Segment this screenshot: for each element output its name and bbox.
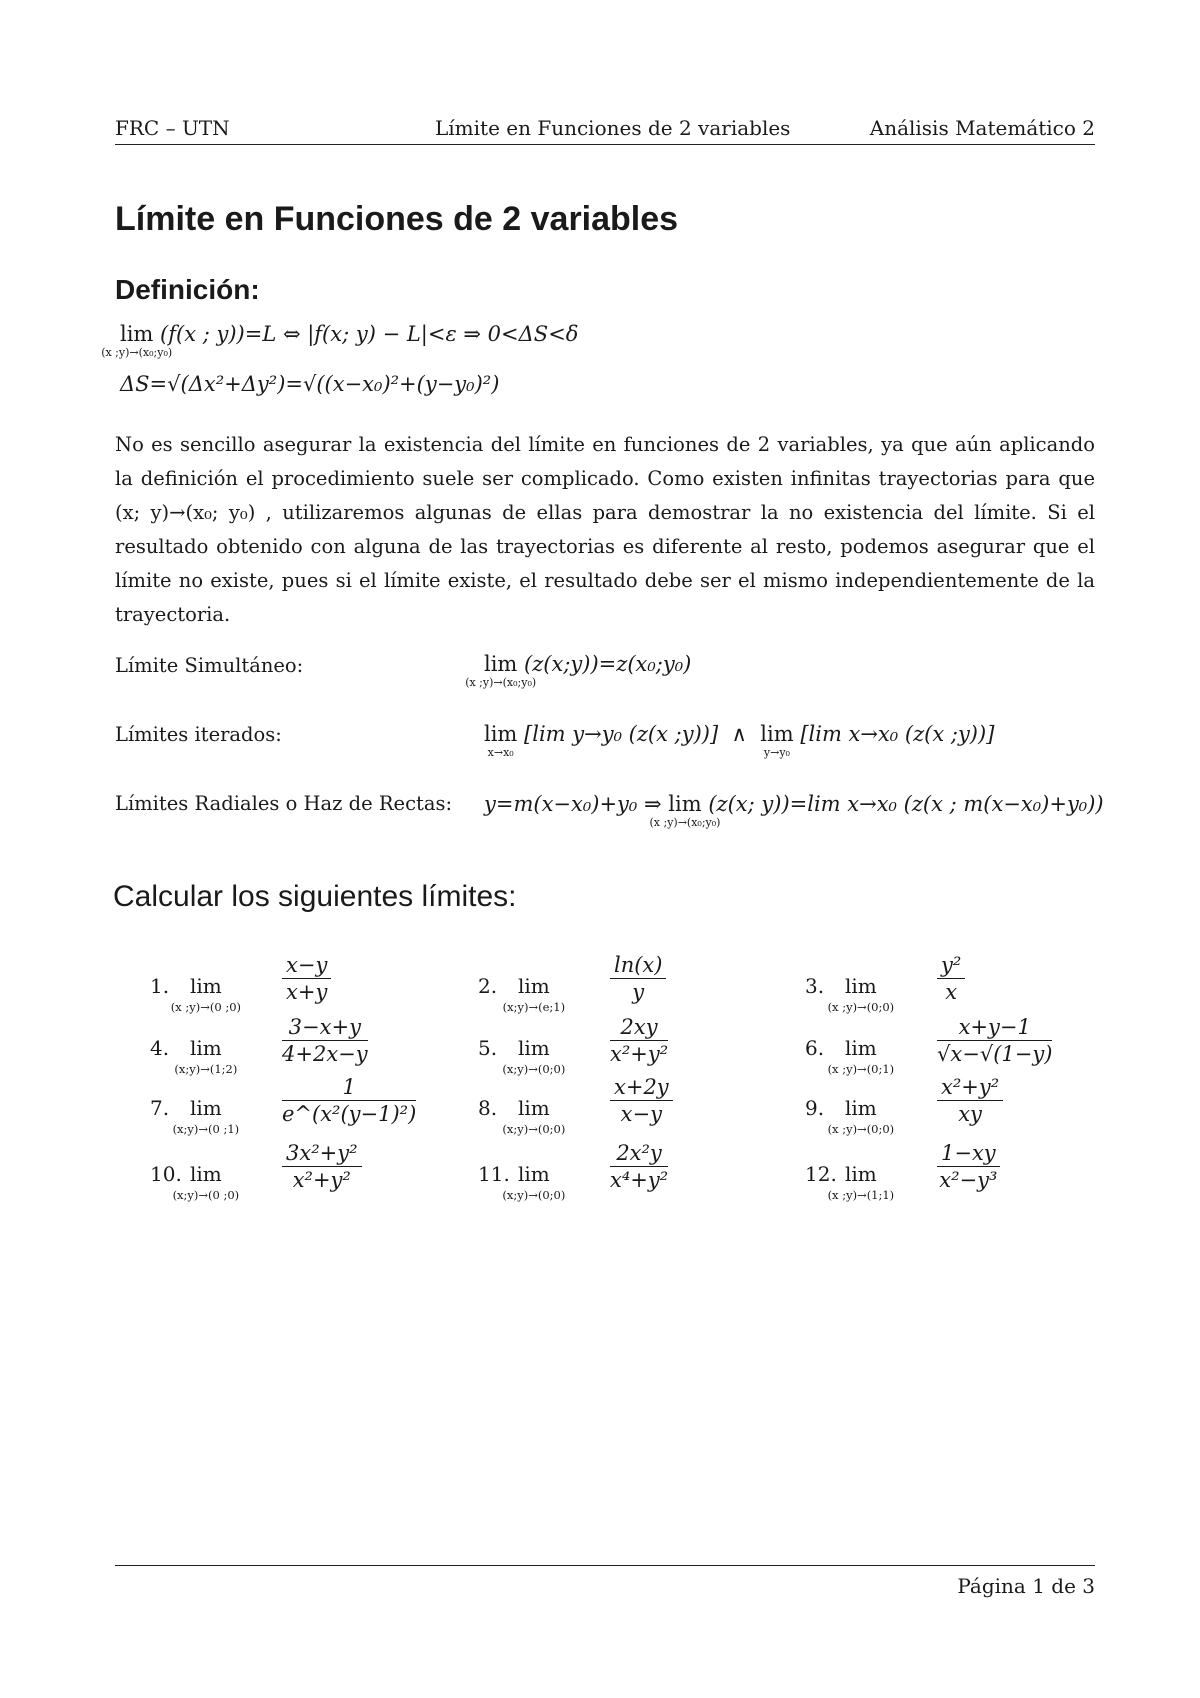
fraction bbox=[937, 1140, 1000, 1193]
header-left: FRC – UTN bbox=[115, 116, 230, 140]
limit-operator bbox=[170, 974, 242, 1014]
limit-subscript: y→y₀ bbox=[763, 746, 790, 759]
limit-operator bbox=[101, 322, 173, 359]
definition-heading: Definición: bbox=[115, 274, 260, 305]
limit-operator bbox=[760, 722, 794, 759]
exercise-number: 9. bbox=[805, 1096, 825, 1120]
fraction-numerator: y² bbox=[937, 952, 965, 979]
limit-subscript: (x;y)→(0;0) bbox=[502, 1188, 566, 1202]
fraction-numerator: 3−x+y bbox=[282, 1014, 368, 1041]
lim-word: lim bbox=[845, 1036, 877, 1060]
lim-word: lim bbox=[668, 792, 702, 816]
fraction-denominator: 4+2x−y bbox=[282, 1042, 368, 1066]
lim-word: lim bbox=[845, 1162, 877, 1186]
page-header bbox=[115, 114, 1095, 145]
exercise-number: 5. bbox=[478, 1036, 498, 1060]
fraction-numerator: ln(x) bbox=[610, 952, 666, 979]
label-limites-iterados: Límites iterados: bbox=[115, 723, 282, 746]
fraction-numerator: 1−xy bbox=[937, 1140, 1000, 1167]
fraction bbox=[610, 1140, 668, 1193]
label-limites-radiales: Límites Radiales o Haz de Rectas: bbox=[115, 792, 453, 815]
limit-operator bbox=[827, 1162, 895, 1202]
limit-subscript: (x;y)→(e;1) bbox=[502, 1000, 566, 1014]
lim-word: lim bbox=[190, 1162, 222, 1186]
equation-body: (f(x ; y))=L ⇔ |f(x; y) − L|<ε ⇒ 0<ΔS<δ bbox=[160, 322, 579, 346]
exercises-heading: Calcular los siguientes límites: bbox=[113, 880, 517, 913]
fraction bbox=[282, 1140, 362, 1193]
fraction bbox=[937, 952, 965, 1005]
limit-operator bbox=[502, 974, 566, 1014]
limit-subscript: (x ;y)→(0;1) bbox=[827, 1062, 895, 1076]
lim-word: lim bbox=[190, 1096, 222, 1120]
exercise-number: 11. bbox=[478, 1162, 510, 1186]
limit-operator bbox=[172, 1162, 240, 1202]
limit-subscript: (x ;y)→(x₀;y₀) bbox=[465, 676, 537, 689]
label-limite-simultaneo: Límite Simultáneo: bbox=[115, 654, 304, 677]
limit-operator bbox=[172, 1096, 240, 1136]
fraction-denominator: x⁴+y² bbox=[610, 1168, 669, 1192]
lim-word: lim bbox=[484, 722, 518, 746]
limit-subscript: (x;y)→(0;0) bbox=[502, 1062, 566, 1076]
limit-subscript: (x ;y)→(1;1) bbox=[827, 1188, 895, 1202]
limit-subscript: (x ;y)→(0;0) bbox=[827, 1122, 895, 1136]
fraction bbox=[282, 952, 331, 1005]
line-equation: y=m(x−x₀)+y₀ ⇒ bbox=[484, 792, 662, 816]
definition-equation-2 bbox=[120, 372, 499, 396]
fraction bbox=[610, 952, 666, 1005]
limit-subscript: (x;y)→(0 ;1) bbox=[172, 1122, 240, 1136]
fraction-denominator: xy bbox=[958, 1102, 982, 1126]
lim-word: lim bbox=[760, 722, 794, 746]
iterated-limit-a: [lim y→y₀ (z(x ;y))] bbox=[524, 722, 719, 746]
lim-word: lim bbox=[484, 652, 518, 676]
lim-word: lim bbox=[845, 974, 877, 998]
exercise-number: 8. bbox=[478, 1096, 498, 1120]
fraction-denominator: √x−√(1−y) bbox=[937, 1042, 1053, 1066]
fraction-numerator: 2x²y bbox=[610, 1140, 668, 1167]
fraction-numerator: x+y−1 bbox=[937, 1014, 1052, 1041]
limit-operator bbox=[465, 652, 537, 689]
lim-word: lim bbox=[518, 1162, 550, 1186]
limit-subscript: (x ;y)→(0 ;0) bbox=[170, 1000, 242, 1014]
fraction-denominator: x²+y² bbox=[610, 1042, 669, 1066]
exercise-number: 10. bbox=[150, 1162, 182, 1186]
limit-subscript: x→x₀ bbox=[487, 746, 514, 759]
fraction bbox=[610, 1074, 673, 1127]
fraction bbox=[610, 1014, 668, 1067]
iterated-limit-b: [lim x→x₀ (z(x ;y))] bbox=[800, 722, 995, 746]
fraction-numerator: 3x²+y² bbox=[282, 1140, 362, 1167]
limit-operator bbox=[484, 722, 518, 759]
explanation-paragraph bbox=[115, 428, 1095, 632]
exercise-number: 4. bbox=[150, 1036, 170, 1060]
fraction-numerator: 1 bbox=[282, 1074, 416, 1101]
limit-operator bbox=[502, 1036, 566, 1076]
fraction-denominator: x²−y³ bbox=[939, 1168, 998, 1192]
and-symbol: ∧ bbox=[731, 722, 747, 746]
fraction-denominator: x+y bbox=[286, 980, 328, 1004]
limit-subscript: (x ;y)→(0;0) bbox=[827, 1000, 895, 1014]
exercise-number: 1. bbox=[150, 974, 170, 998]
fraction-denominator: x−y bbox=[620, 1102, 662, 1126]
exercise-number: 12. bbox=[805, 1162, 837, 1186]
exercise-number: 3. bbox=[805, 974, 825, 998]
fraction-denominator: y bbox=[632, 980, 645, 1004]
limit-operator bbox=[827, 974, 895, 1014]
limit-operator bbox=[827, 1096, 895, 1136]
lim-word: lim bbox=[845, 1096, 877, 1120]
fraction bbox=[282, 1014, 368, 1067]
fraction-denominator: x bbox=[945, 980, 958, 1004]
header-right: Análisis Matemático 2 bbox=[869, 116, 1095, 140]
fraction-denominator: e^(x²(y−1)²) bbox=[282, 1102, 417, 1126]
limit-subscript: (x;y)→(1;2) bbox=[174, 1062, 238, 1076]
limit-operator bbox=[827, 1036, 895, 1076]
radial-limit-expression: (z(x; y))=lim x→x₀ (z(x ; m(x−x₀)+y₀)) bbox=[708, 792, 1104, 816]
lim-word: lim bbox=[518, 1036, 550, 1060]
limit-subscript: (x;y)→(0 ;0) bbox=[172, 1188, 240, 1202]
definition-equation-1 bbox=[101, 322, 579, 359]
limit-operator bbox=[502, 1096, 566, 1136]
equation-limites-radiales bbox=[484, 792, 1104, 829]
lim-word: lim bbox=[190, 974, 222, 998]
fraction-numerator: 2xy bbox=[610, 1014, 668, 1041]
page-number: Página 1 de 3 bbox=[957, 1574, 1095, 1598]
fraction bbox=[937, 1074, 1003, 1127]
fraction-denominator: x²+y² bbox=[292, 1168, 351, 1192]
exercise-number: 2. bbox=[478, 974, 498, 998]
exercise-number: 7. bbox=[150, 1096, 170, 1120]
header-center: Límite en Funciones de 2 variables bbox=[435, 116, 791, 140]
lim-word: lim bbox=[120, 322, 154, 346]
limit-operator bbox=[502, 1162, 566, 1202]
fraction-numerator: x−y bbox=[282, 952, 331, 979]
limit-subscript: (x ;y)→(x₀;y₀) bbox=[649, 816, 721, 829]
exercise-number: 6. bbox=[805, 1036, 825, 1060]
limit-operator bbox=[649, 792, 721, 829]
limit-subscript: (x;y)→(0;0) bbox=[502, 1122, 566, 1136]
fraction-numerator: x²+y² bbox=[937, 1074, 1003, 1101]
page-footer bbox=[115, 1565, 1095, 1598]
lim-word: lim bbox=[518, 1096, 550, 1120]
limit-operator bbox=[174, 1036, 238, 1076]
equation-body: (z(x;y))=z(x₀;y₀) bbox=[524, 652, 692, 676]
lim-word: lim bbox=[190, 1036, 222, 1060]
limit-subscript: (x ;y)→(x₀;y₀) bbox=[101, 346, 173, 359]
fraction bbox=[282, 1074, 416, 1127]
equation-limite-simultaneo bbox=[465, 652, 692, 689]
fraction-numerator: x+2y bbox=[610, 1074, 673, 1101]
delta-s-formula: ΔS=√(Δx²+Δy²)=√((x−x₀)²+(y−y₀)²) bbox=[120, 372, 500, 396]
fraction bbox=[937, 1014, 1052, 1067]
lim-word: lim bbox=[518, 974, 550, 998]
equation-limites-iterados bbox=[484, 722, 995, 759]
paragraph-text: No es sencillo asegurar la existencia del límite en funciones de 2 variables, ya que aún aplicando la definición el procedimiento suele ser complicado. Como existen infinitas trayectorias para que (x; y)→(x₀; y₀) , utilizaremos algunas de ellas para demostrar la no existencia del límite. Si el resultado obtenido con alguna de las trayectorias es diferente al resto, podemos asegurar que el límite no existe, pues si el límite existe, el resultado debe ser el mismo independientemente de la trayectoria. bbox=[115, 433, 1095, 626]
page-title: Límite en Funciones de 2 variables bbox=[115, 200, 679, 238]
